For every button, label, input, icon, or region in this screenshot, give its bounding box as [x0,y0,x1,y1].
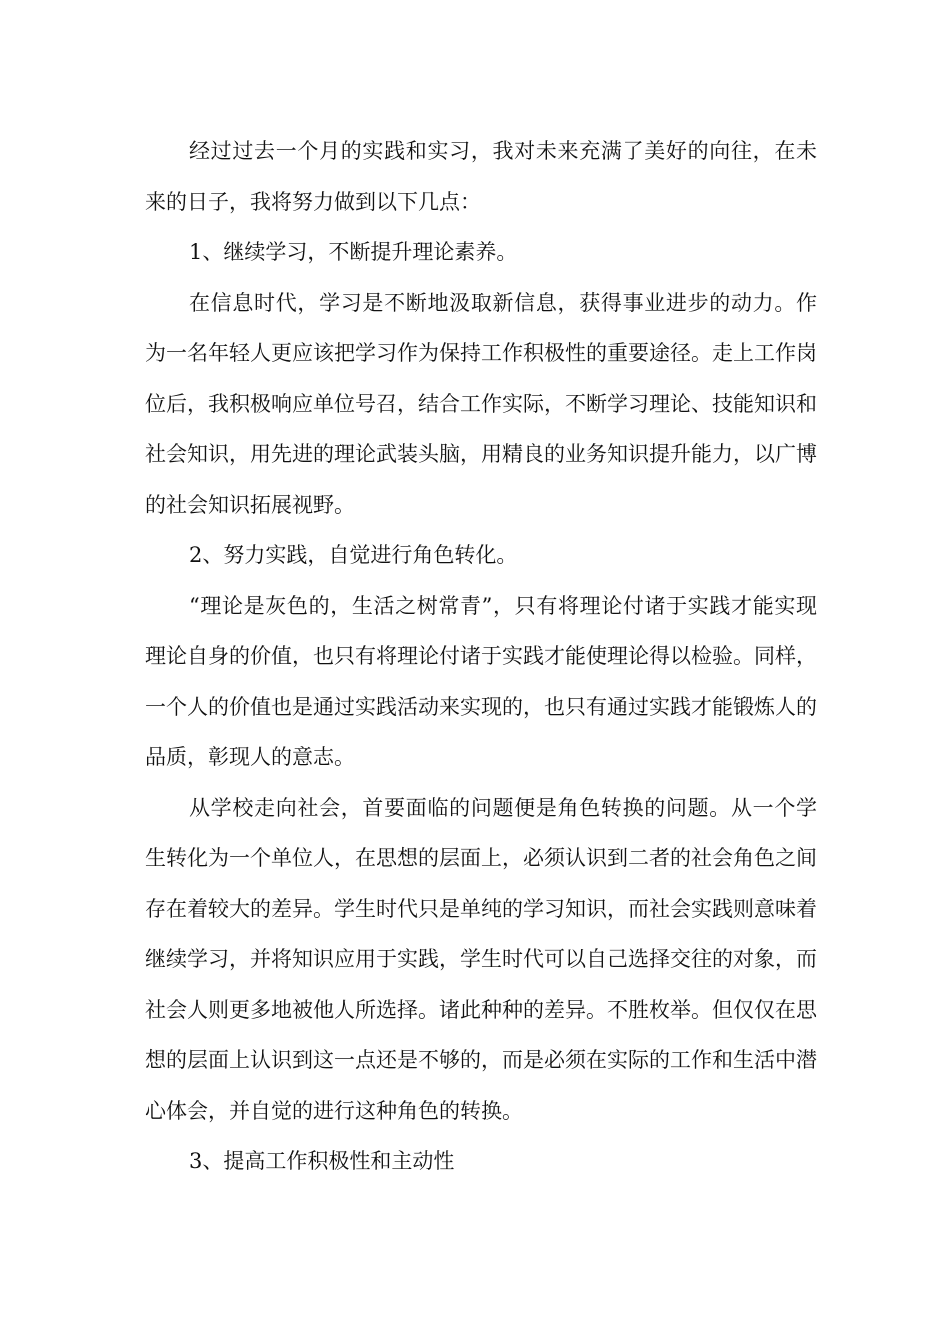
section-heading-3: 3、提高工作积极性和主动性 [189,1149,455,1173]
document-body [145,126,817,1187]
section-heading-2: 2、努力实践，自觉进行角色转化。 [189,543,518,567]
intro-paragraph: 经过过去一个月的实践和实习，我对未来充满了美好的向往，在未来的日子，我将努力做到以下几点： [145,139,817,214]
section-heading-1: 1、继续学习，不断提升理论素养。 [189,240,518,264]
section-2-paragraph-quote: “理论是灰色的，生活之树常青”，只有将理论付诸于实践才能实现理论自身的价值，也只有将理论付诸于实践才能使理论得以检验。同样，一个人的价值也是通过实践活动来实现的，也只有通过实践才能锻炼人的品质，彰现人的意志。 [145,593,817,769]
section-1-paragraph: 在信息时代，学习是不断地汲取新信息，获得事业进步的动力。作为一名年轻人更应该把学习作为保持工作积极性的重要途径。走上工作岗位后，我积极响应单位号召，结合工作实际，不断学习理论、技能知识和社会知识，用先进的理论武装头脑，用精良的业务知识提升能力，以广博的社会知识拓展视野。 [145,290,817,517]
section-2-paragraph-role: 从学校走向社会，首要面临的问题便是角色转换的问题。从一个学生转化为一个单位人，在思想的层面上，必须认识到二者的社会角色之间存在着较大的差异。学生时代只是单纯的学习知识，而社会实践则意味着继续学习，并将知识应用于实践，学生时代可以自己选择交往的对象，而社会人则更多地被他人所选择。诸此种种的差异。不胜枚举。但仅仅在思想的层面上认识到这一点还是不够的，而是必须在实际的工作和生活中潜心体会，并自觉的进行这种角色的转换。 [145,795,817,1123]
